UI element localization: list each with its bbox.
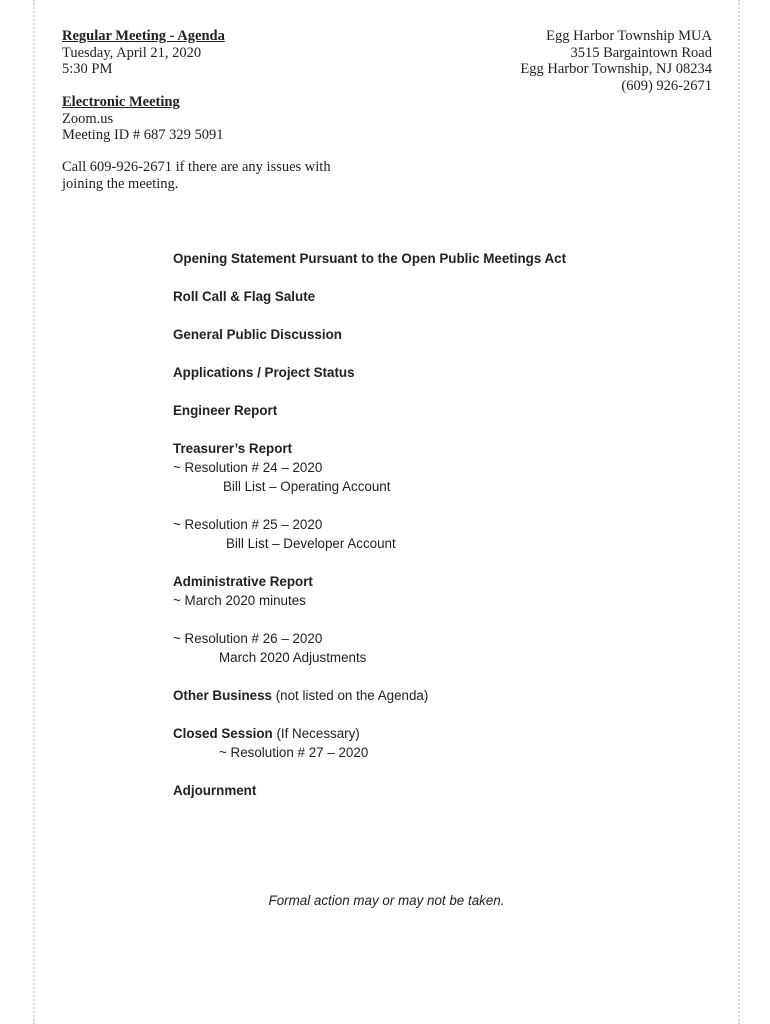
address-line-1: 3515 Bargaintown Road bbox=[570, 44, 712, 61]
agenda-item-treasurer bbox=[173, 439, 566, 496]
agenda-item-title: Treasurer’s Report bbox=[173, 441, 293, 456]
agenda-item-title: General Public Discussion bbox=[173, 327, 342, 342]
resolution-25-description: Bill List – Developer Account bbox=[226, 536, 396, 551]
agenda-item-treasurer-resolution-25 bbox=[173, 515, 566, 553]
agenda-item-roll-call bbox=[173, 287, 566, 306]
agenda-item-opening bbox=[173, 249, 566, 268]
agenda-item-other-business bbox=[173, 686, 566, 705]
electronic-meeting-info bbox=[62, 94, 224, 144]
agenda-item-title: Administrative Report bbox=[173, 574, 313, 589]
meeting-title: Regular Meeting - Agenda bbox=[62, 28, 225, 44]
agenda-item-closed-session bbox=[173, 724, 566, 762]
address-line-2: Egg Harbor Township, NJ 08234 bbox=[520, 61, 712, 78]
organization-address bbox=[520, 28, 712, 94]
resolution-24: ~ Resolution # 24 – 2020 bbox=[173, 460, 323, 475]
meeting-date: Tuesday, April 21, 2020 bbox=[62, 44, 202, 61]
agenda-item-adjournment bbox=[173, 781, 566, 800]
resolution-26: ~ Resolution # 26 – 2020 bbox=[173, 631, 323, 646]
other-business-note: (not listed on the Agenda) bbox=[271, 688, 429, 703]
electronic-meeting-title: Electronic Meeting bbox=[62, 94, 180, 110]
resolution-24-description: Bill List – Operating Account bbox=[223, 479, 391, 494]
agenda-item-engineer bbox=[173, 401, 566, 420]
agenda-list bbox=[173, 249, 566, 819]
formal-action-note: Formal action may or may not be taken. bbox=[268, 893, 505, 908]
resolution-27: ~ Resolution # 27 – 2020 bbox=[219, 745, 369, 760]
meeting-id: Meeting ID # 687 329 5091 bbox=[62, 127, 224, 144]
phone-number: (609) 926-2671 bbox=[621, 77, 712, 94]
march-minutes: ~ March 2020 minutes bbox=[173, 593, 306, 608]
agenda-item-title: Other Business bbox=[173, 688, 272, 703]
closed-session-note: (If Necessary) bbox=[272, 726, 360, 741]
agenda-page bbox=[33, 0, 740, 1024]
meeting-platform: Zoom.us bbox=[62, 110, 114, 127]
agenda-item-title: Engineer Report bbox=[173, 403, 278, 418]
agenda-item-title: Applications / Project Status bbox=[173, 365, 355, 380]
call-note-line-2: joining the meeting. bbox=[62, 175, 179, 192]
agenda-item-title: Opening Statement Pursuant to the Open Public Meetings Act bbox=[173, 251, 567, 266]
call-note-line-1: Call 609-926-2671 if there are any issues with bbox=[62, 159, 331, 175]
agenda-item-administrative bbox=[173, 572, 566, 610]
resolution-26-description: March 2020 Adjustments bbox=[219, 650, 367, 665]
agenda-item-title: Closed Session bbox=[173, 726, 273, 741]
agenda-item-applications bbox=[173, 363, 566, 382]
agenda-item-title: Roll Call & Flag Salute bbox=[173, 289, 316, 304]
meeting-time: 5:30 PM bbox=[62, 61, 113, 78]
meeting-header bbox=[62, 28, 225, 78]
organization-name: Egg Harbor Township MUA bbox=[546, 28, 712, 44]
agenda-item-title: Adjournment bbox=[173, 783, 257, 798]
agenda-item-administrative-resolution-26 bbox=[173, 629, 566, 667]
call-note bbox=[62, 159, 331, 192]
resolution-25: ~ Resolution # 25 – 2020 bbox=[173, 517, 323, 532]
agenda-item-public-discussion bbox=[173, 325, 566, 344]
